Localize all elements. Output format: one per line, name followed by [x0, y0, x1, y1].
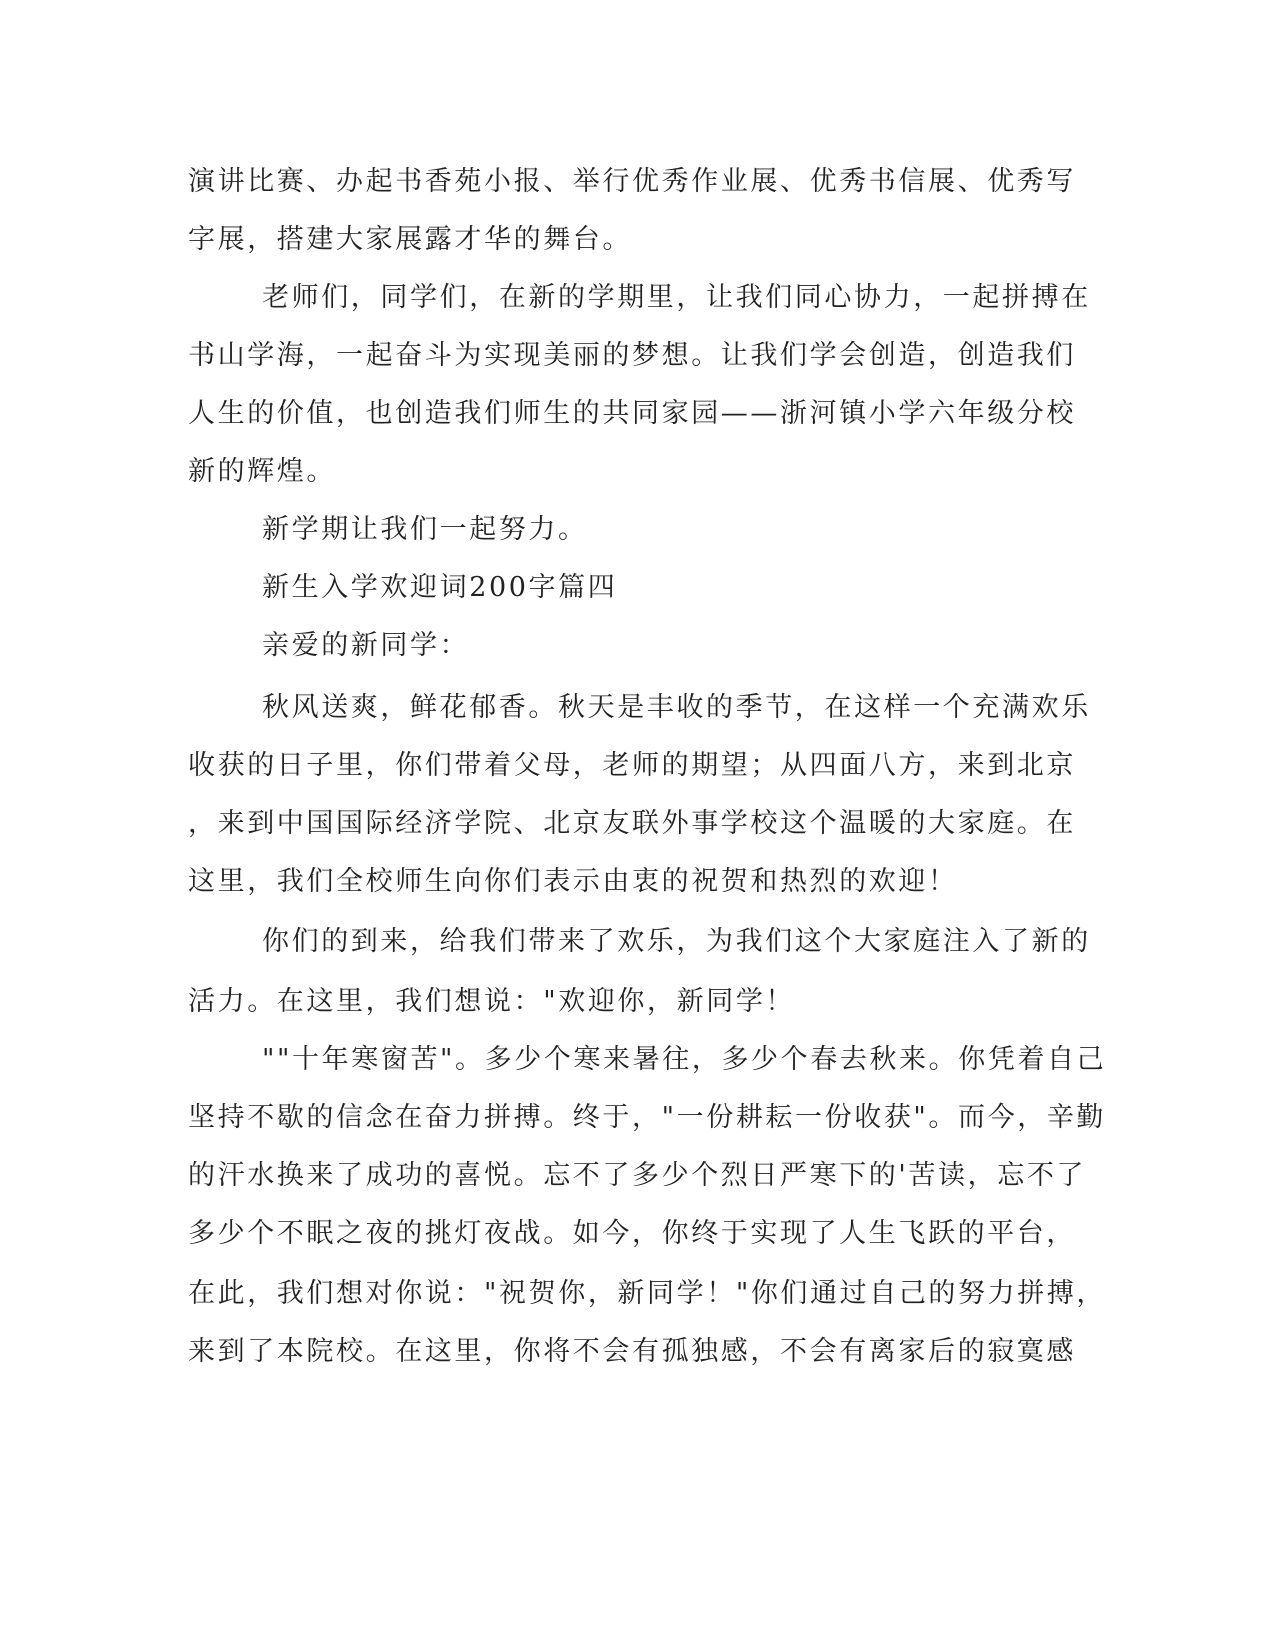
section-heading: 新生入学欢迎词200字篇四: [262, 572, 618, 603]
text-line: 的汗水换来了成功的喜悦。忘不了多少个烈日严寒下的'苦读，忘不了: [188, 1160, 1087, 1191]
text-line: 坚持不歇的信念在奋力拼搏。终于，"一份耕耘一份收获"。而今，辛勤: [188, 1102, 1107, 1133]
text-line: 来到了本院校。在这里，你将不会有孤独感，不会有离家后的寂寞感: [188, 1336, 1076, 1367]
text-line: 你们的到来，给我们带来了欢乐，为我们这个大家庭注入了新的: [262, 926, 1091, 957]
text-line: 新学期让我们一起努力。: [262, 514, 588, 545]
text-line: 收获的日子里，你们带着父母，老师的期望；从四面八方，来到北京: [188, 750, 1076, 781]
text-line: 书山学海，一起奋斗为实现美丽的梦想。让我们学会创造，创造我们: [188, 340, 1076, 371]
text-line: 人生的价值，也创造我们师生的共同家园——浙河镇小学六年级分校: [188, 398, 1076, 429]
salutation: 亲爱的新同学：: [262, 630, 470, 661]
text-line: 多少个不眠之夜的挑灯夜战。如今，你终于实现了人生飞跃的平台，: [188, 1218, 1076, 1249]
text-line: 新的辉煌。: [188, 456, 336, 487]
text-line: 字展，搭建大家展露才华的舞台。: [188, 224, 632, 255]
text-line: 演讲比赛、办起书香苑小报、举行优秀作业展、优秀书信展、优秀写: [188, 166, 1076, 197]
text-line: 老师们，同学们，在新的学期里，让我们同心协力，一起拼搏在: [262, 282, 1091, 313]
text-line: 秋风送爽，鲜花郁香。秋天是丰收的季节，在这样一个充满欢乐: [262, 692, 1091, 723]
text-line: 这里，我们全校师生向你们表示由衷的祝贺和热烈的欢迎！: [188, 866, 958, 897]
text-line: ，来到中国国际经济学院、北京友联外事学校这个温暖的大家庭。在: [188, 808, 1076, 839]
text-line: 活力。在这里，我们想说："欢迎你，新同学！: [188, 986, 796, 1017]
text-line: ""十年寒窗苦"。多少个寒来暑往，多少个春去秋来。你凭着自己: [262, 1044, 1107, 1075]
text-line: 在此，我们想对你说："祝贺你，新同学！"你们通过自己的努力拼搏，: [188, 1278, 1107, 1309]
